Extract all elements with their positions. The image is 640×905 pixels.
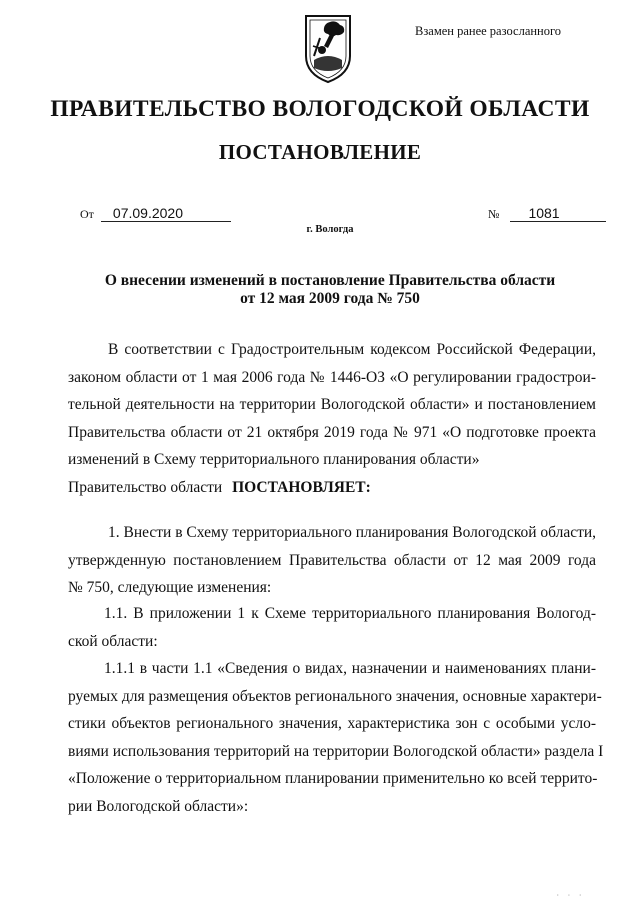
paragraph-line: тельной деятельности на территории Вологодской области» и постановлением	[68, 396, 596, 414]
paragraph-line: виями использования территорий на территории Вологодской области» раздела I	[68, 742, 604, 760]
paragraph-line: В соответствии с Градостроительным кодексом Российской Федерации,	[108, 341, 596, 358]
paragraph-line: 1. Внести в Схему территориального планирования Вологодской области,	[108, 524, 597, 541]
resolve-prefix: Правительство области	[68, 478, 223, 496]
paragraph-line: утвержденную постановлением Правительства области от 12 мая 2009 года	[68, 551, 596, 569]
coat-of-arms-icon	[300, 12, 356, 86]
resolve-line	[68, 474, 596, 502]
paragraph-line: ской области:	[68, 632, 158, 650]
paragraph-line: 1.1. В приложении 1 к Схеме территориального планирования Вологод-	[104, 605, 596, 622]
paragraph-line: № 750, следующие изменения:	[68, 579, 272, 597]
subject-heading	[70, 272, 590, 308]
city: г. Вологда	[306, 224, 354, 235]
paragraph-line: законом области от 1 мая 2006 года № 1446-ОЗ «О регулировании градострои-	[68, 368, 596, 386]
number-value: 1081	[510, 205, 606, 222]
preamble	[68, 336, 596, 502]
date-prefix: От	[80, 207, 94, 221]
scan-mark: · · ·	[555, 892, 584, 899]
date-value: 07.09.2020	[101, 205, 231, 222]
document-kind: ПОСТАНОВЛЕНИЕ	[218, 140, 422, 164]
resolve-word: ПОСТАНОВЛЯЕТ:	[232, 478, 371, 496]
subject-line: от 12 мая 2009 года № 750	[240, 290, 420, 307]
organization-title: ПРАВИТЕЛЬСТВО ВОЛОГОДСКОЙ ОБЛАСТИ	[50, 96, 590, 122]
date-row	[80, 205, 231, 222]
clause-1-1	[68, 600, 596, 655]
paragraph-line: «Положение о территориальном планировании применительно ко всей террито-	[68, 770, 598, 788]
paragraph-line: руемых для размещения объектов регионального значения, основные характери-	[68, 687, 602, 705]
replacement-note: Взамен ранее разосланного	[415, 24, 562, 38]
paragraph-line: 1.1.1 в части 1.1 «Сведения о видах, назначении и наименованиях плани-	[104, 660, 596, 677]
clause-1-1-1	[68, 655, 604, 821]
number-prefix: №	[488, 207, 500, 221]
number-row	[488, 205, 606, 222]
clause-1	[68, 519, 596, 602]
paragraph-line: стики объектов регионального значения, характеристика зон с особыми усло-	[68, 715, 596, 733]
subject-line: О внесении изменений в постановление Правительства области	[104, 272, 556, 289]
paragraph-line: рии Вологодской области»:	[68, 797, 249, 815]
paragraph-line: Правительства области от 21 октября 2019 года № 971 «О подготовке проекта	[68, 423, 596, 441]
paragraph-line: изменений в Схему территориального планирования области»	[68, 451, 480, 469]
